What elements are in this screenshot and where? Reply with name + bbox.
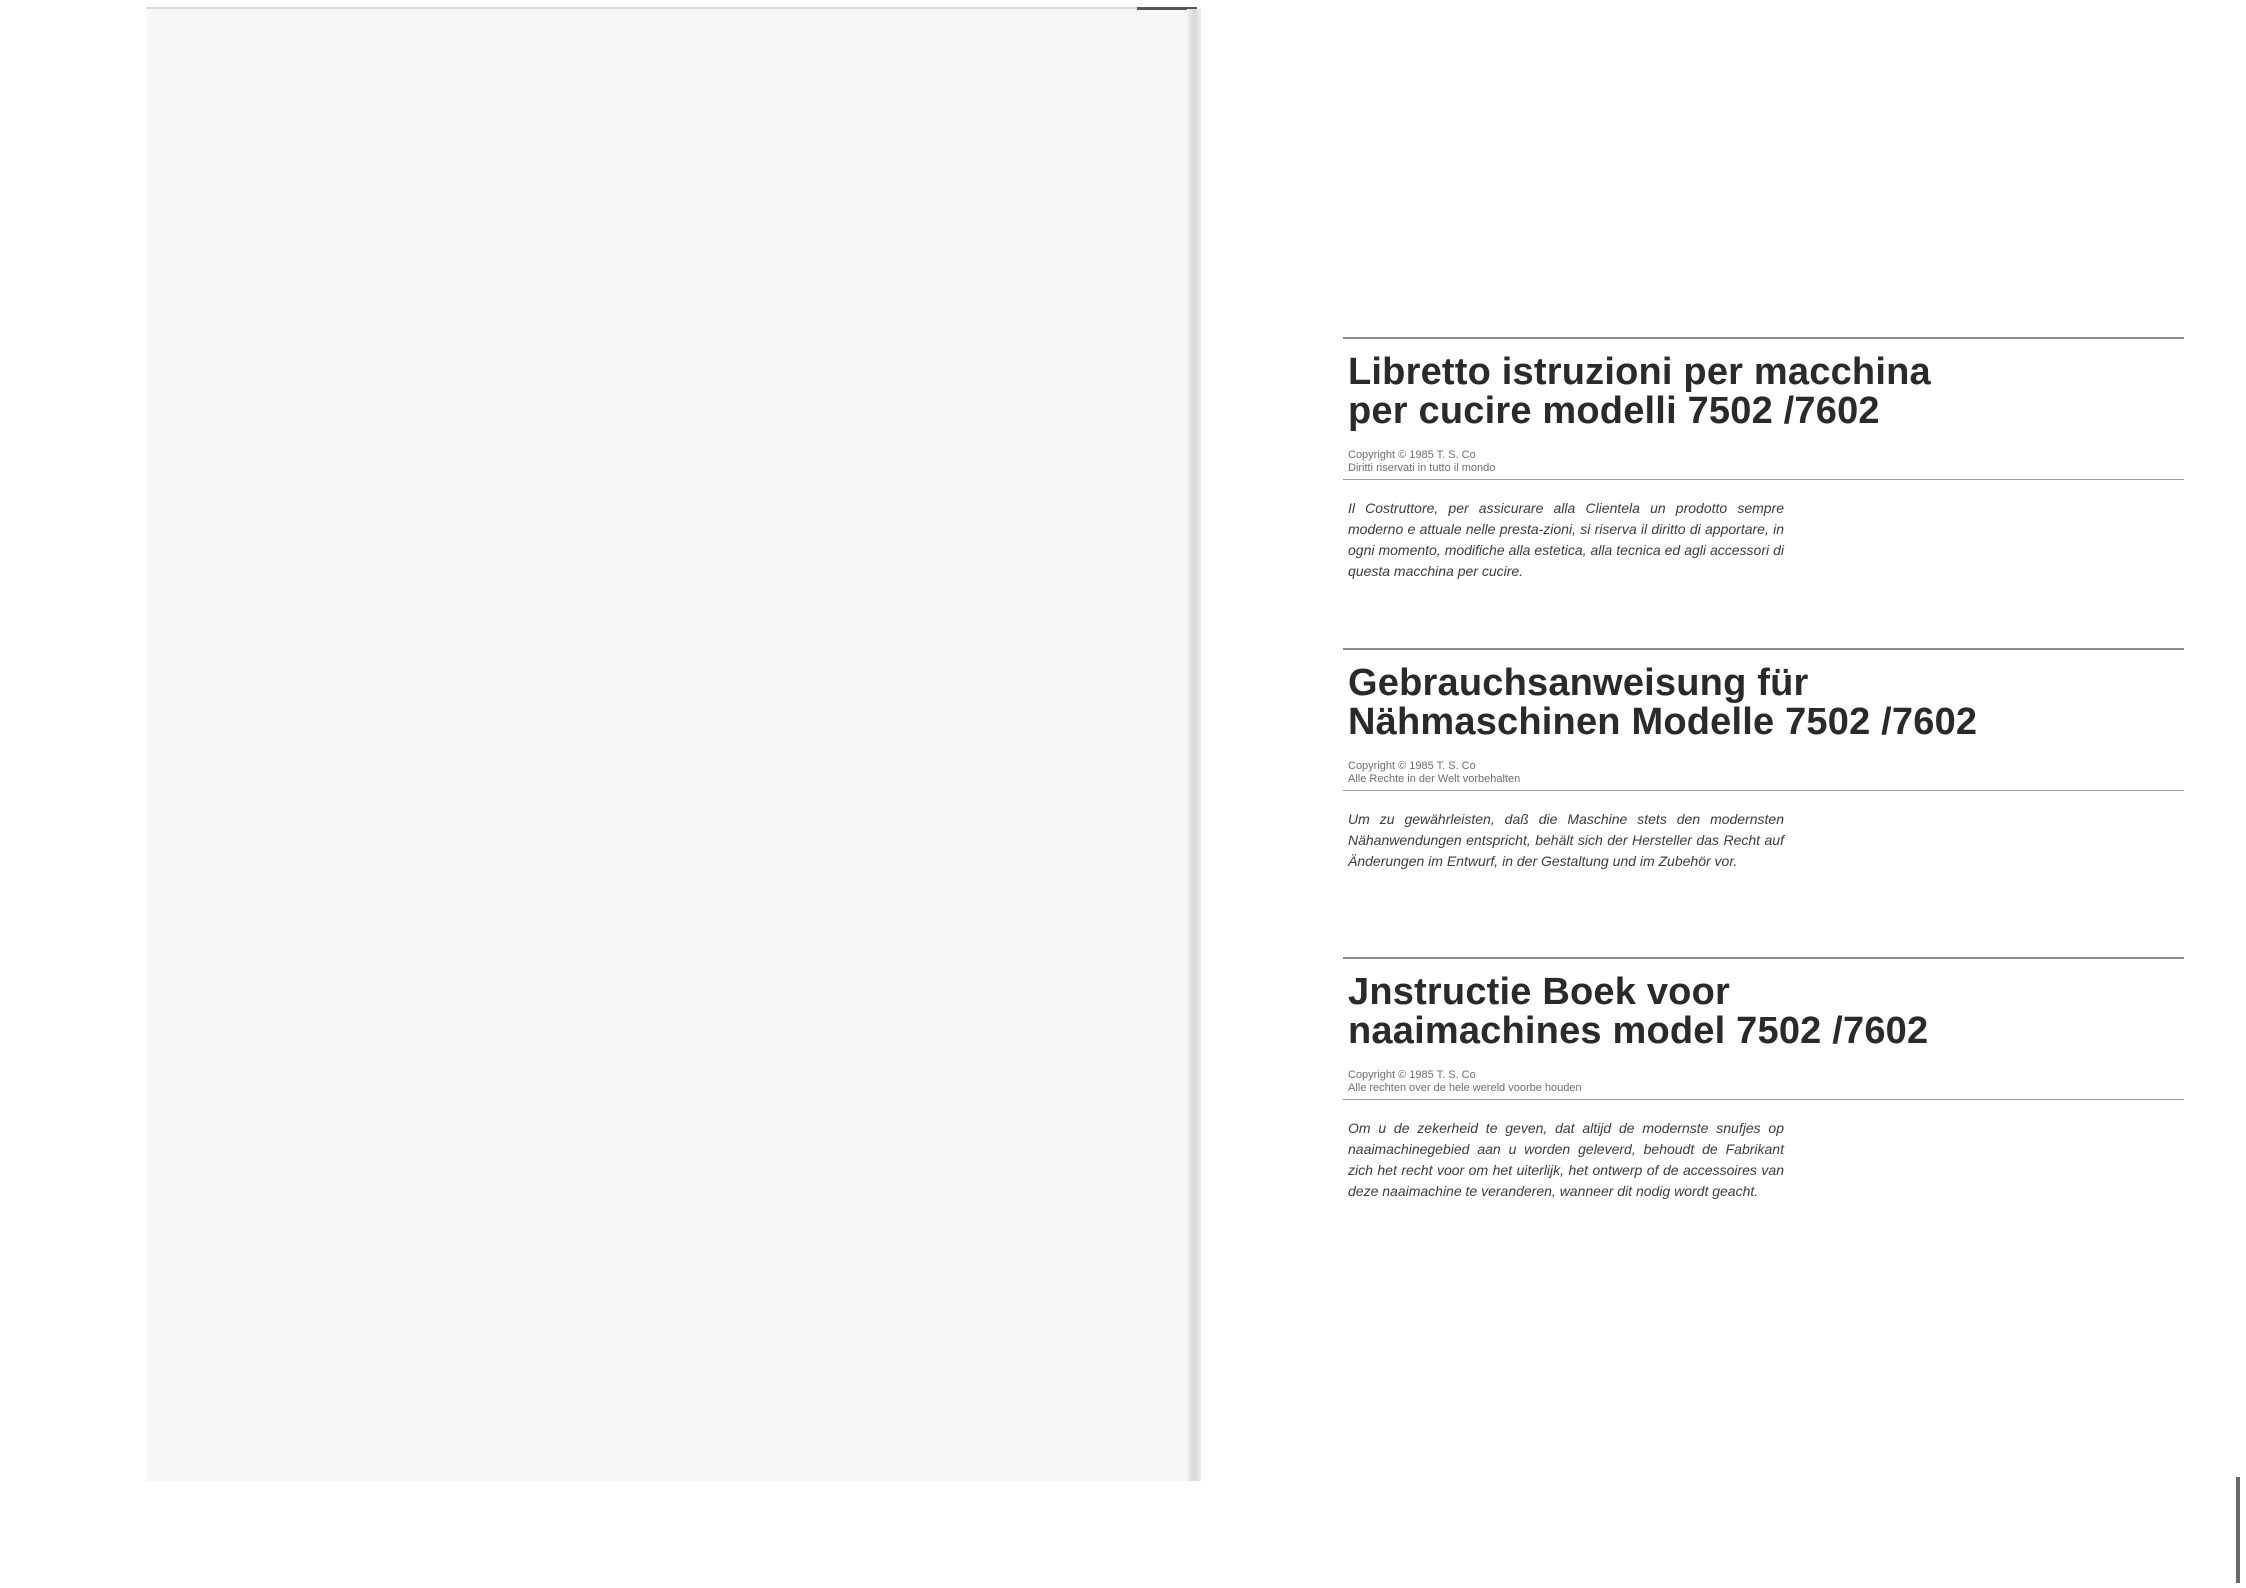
- scan-edge-mark-right: [2236, 1477, 2240, 1583]
- section-body: Om u de zekerheid te geven, dat altijd de modernste snufjes op naaimachinegebied aan u worden geleverd, behoudt de Fabrikant zich het recht voor om het uiterlijk, het ontwerp of de accessoires van deze naaimachine te veranderen, wanneer dit nodig wordt geacht.: [1348, 1120, 1784, 1199]
- copyright-notice: [1348, 760, 2184, 786]
- copyright-line: Copyright © 1985 T. S. Co: [1348, 1069, 1476, 1081]
- rights-line: Alle Rechte in der Welt vorbehalten: [1348, 773, 1521, 785]
- copyright-rule: [1343, 1099, 2184, 1100]
- section-top-rule: [1343, 648, 2184, 650]
- page-gutter: [1187, 9, 1201, 1481]
- section-dutch: [1343, 957, 2184, 1202]
- section-top-rule: [1343, 337, 2184, 339]
- copyright-notice: [1348, 449, 2184, 475]
- section-body: Um zu gewährleisten, daß die Maschine stets den modernsten Nähanwendungen entspricht, behält sich der Hersteller das Recht auf Änderungen im Entwurf, in der Gestaltung und im Zubehör vor.: [1348, 811, 1784, 869]
- section-italian: [1343, 337, 2184, 582]
- copyright-rule: [1343, 479, 2184, 480]
- copyright-line: Copyright © 1985 T. S. Co: [1348, 760, 1476, 772]
- rights-line: Diritti riservati in tutto il mondo: [1348, 462, 1496, 474]
- section-body: Il Costruttore, per assicurare alla Clientela un prodotto sempre moderno e attuale nelle presta-zioni, si riserva il diritto di apportare, in ogni momento, modifiche alla estetica, alla tecnica ed agli accessori di questa macchina per cucire.: [1348, 500, 1784, 579]
- section-top-rule: [1343, 957, 2184, 959]
- copyright-rule: [1343, 790, 2184, 791]
- section-german: [1343, 648, 2184, 872]
- copyright-notice: [1348, 1069, 2184, 1095]
- section-heading: Libretto istruzioni per macchina per cucire modelli 7502 /7602: [1348, 351, 1931, 432]
- left-blank-page: [146, 7, 1197, 1481]
- section-heading: Gebrauchsanweisung für Nähmaschinen Modelle 7502 /7602: [1348, 662, 1978, 743]
- section-heading: Jnstructie Boek voor naaimachines model 7502 /7602: [1348, 971, 1929, 1052]
- rights-line: Alle rechten over de hele wereld voorbe houden: [1348, 1082, 1582, 1094]
- copyright-line: Copyright © 1985 T. S. Co: [1348, 449, 1476, 461]
